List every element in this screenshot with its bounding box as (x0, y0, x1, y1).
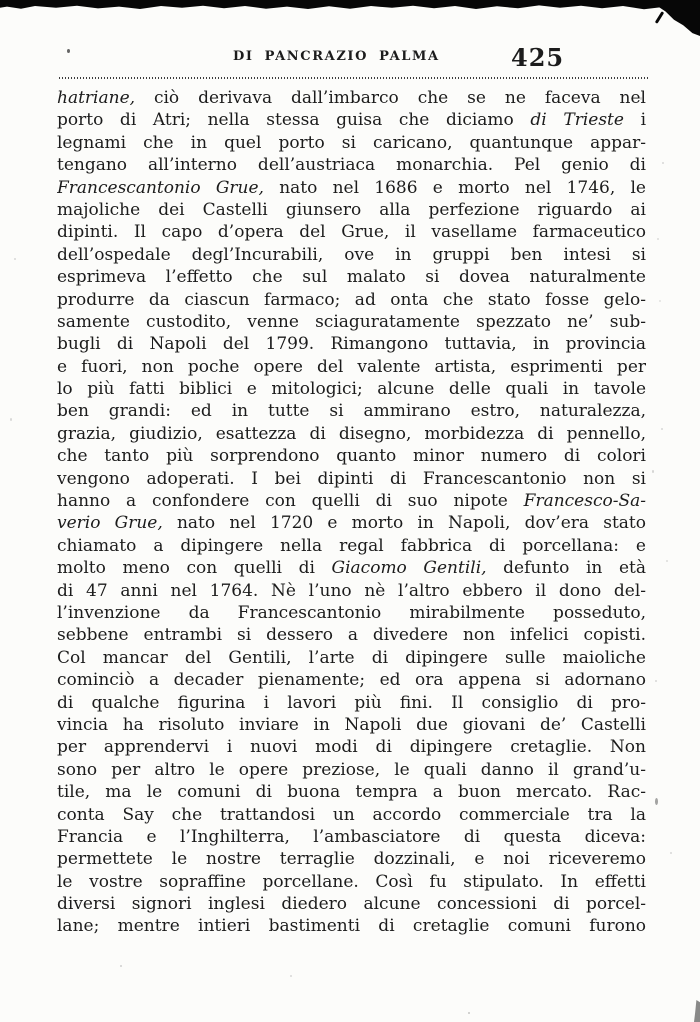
text-line (57, 311, 646, 333)
text-line (57, 199, 646, 221)
scan-speck (67, 49, 70, 53)
text-line (57, 266, 646, 288)
text-segment: diversi signori inglesi diedero alcune concessioni di porcel- (57, 894, 646, 915)
text-segment: sono per altro le opere preziose, le quali danno il grand’u- (57, 759, 646, 780)
text-line (57, 602, 646, 624)
text-segment: di 47 anni nel 1764. Nè l’uno nè l’altro ebbero il dono del- (57, 580, 646, 601)
text-line (57, 333, 646, 355)
text-segment: ben grandi: ed in tutte si ammirano estro, naturalezza, (57, 401, 646, 422)
text-line (57, 915, 646, 937)
text-line (57, 356, 646, 378)
text-line (57, 445, 646, 467)
text-segment: molto meno con quelli di (57, 558, 332, 579)
text-segment: grazia, giudizio, esattezza di disegno, morbidezza di pennello, (57, 423, 646, 444)
text-segment: i (623, 110, 646, 131)
text-segment: lane; mentre intieri bastimenti di cretaglie comuni furono (57, 916, 646, 937)
text-segment: per apprendervi i nuovi modi di dipingere cretaglie. Non (57, 737, 646, 758)
italic-text-segment: Giacomo Gentili, (331, 558, 487, 579)
text-segment: chiamato a dipingere nella regal fabbrica di porcellana: e (57, 535, 646, 556)
text-line (57, 468, 646, 490)
text-segment: che tanto più sorprendono quanto minor numero di colori (57, 446, 646, 467)
scan-speck (670, 852, 672, 854)
scan-edge-bottom-right-corner (694, 1000, 700, 1022)
text-line (57, 692, 646, 714)
text-segment: vincia ha risoluto inviare in Napoli due giovani de’ Castelli (57, 714, 646, 735)
italic-text-segment: verio Grue, (57, 513, 163, 534)
text-segment: sebbene entrambi si dessero a divedere non infelici copisti. (57, 625, 646, 646)
text-line (57, 714, 646, 736)
scan-speck (657, 238, 659, 240)
text-segment: produrre da ciascun farmaco; ad onta che stato fosse gelo- (57, 289, 646, 310)
scan-edge-top (0, 0, 700, 15)
text-segment: bugli di Napoli del 1799. Rimangono tuttavia, in provincia (57, 334, 646, 355)
text-segment: Col mancar del Gentili, l’arte di dipingere sulle maioliche (57, 647, 646, 668)
text-line (57, 781, 646, 803)
scan-speck (652, 470, 654, 473)
text-segment: majoliche dei Castelli giunsero alla perfezione riguardo ai (57, 199, 646, 220)
scan-speck (662, 162, 664, 164)
text-segment: hanno a confondere con quelli di suo nipote (57, 491, 524, 512)
text-line (57, 512, 646, 534)
header-dotted-rule (59, 77, 648, 79)
text-segment: vengono adoperati. I bei dipinti di Francescantonio non si (57, 468, 646, 489)
text-line (57, 647, 646, 669)
text-segment: di qualche figurina i lavori più fini. Il consiglio di pro- (57, 692, 646, 713)
scan-speck (661, 428, 663, 430)
text-segment: ciò derivava dall’imbarco che se ne faceva nel (135, 88, 646, 108)
text-line (57, 826, 646, 848)
text-line (57, 804, 646, 826)
italic-text-segment: di Trieste (530, 110, 624, 131)
text-line (57, 87, 646, 109)
text-segment: dell’ospedale degl’Incurabili, ove in gruppi ben intesi si (57, 244, 646, 265)
text-line (57, 490, 646, 512)
text-segment: esprimeva l’effetto che sul malato si dovea naturalmente (57, 267, 646, 288)
scan-speck (10, 418, 12, 421)
text-segment: le vostre sopraffine porcellane. Così fu stipulato. In effetti (57, 871, 646, 892)
italic-text-segment: Francescantonio Grue, (57, 177, 264, 198)
text-segment: defunto in età (486, 558, 646, 579)
text-segment: conta Say che trattandosi un accordo commerciale tra la (57, 804, 646, 825)
text-segment: l’invenzione da Francescantonio mirabilmente posseduto, (57, 602, 646, 623)
text-line (57, 289, 646, 311)
scan-speck (640, 97, 642, 100)
scan-speck (659, 300, 661, 302)
text-segment: Francia e l’Inghilterra, l’ambasciatore di questa diceva: (57, 826, 646, 847)
text-line (57, 109, 646, 131)
body-text (57, 87, 646, 938)
text-segment: legnami che in quel porto si caricano, quantunque appar- (57, 132, 646, 153)
page-number: 425 (511, 43, 565, 72)
scan-ink-mark (655, 11, 664, 24)
text-line (57, 378, 646, 400)
running-title: DI PANCRAZIO PALMA (233, 49, 440, 64)
scan-speck (290, 975, 292, 977)
text-line (57, 580, 646, 602)
text-line (57, 624, 646, 646)
text-line (57, 400, 646, 422)
text-segment: cominciò a decader pienamente; ed ora appena si adornano (57, 670, 646, 691)
text-line (57, 759, 646, 781)
scan-speck (120, 965, 122, 967)
scan-speck (655, 798, 658, 805)
text-segment: lo più fatti biblici e mitologici; alcune delle quali in tavole (57, 379, 646, 400)
text-line (57, 423, 646, 445)
text-segment: porto di Atri; nella stessa guisa che diciamo (57, 110, 531, 131)
scan-speck (538, 660, 540, 662)
text-segment: nato nel 1720 e morto in Napoli, dov’era stato (162, 513, 646, 534)
text-line (57, 221, 646, 243)
text-line (57, 736, 646, 758)
text-line (57, 557, 646, 579)
text-line (57, 177, 646, 199)
text-segment: samente custodito, venne sciaguratamente spezzato ne’ sub- (57, 311, 646, 332)
scan-speck (468, 1012, 470, 1014)
text-segment: tengano all’interno dell’austriaca monarchia. Pel genio di (57, 155, 646, 176)
text-line (57, 871, 646, 893)
text-line (57, 848, 646, 870)
text-line (57, 535, 646, 557)
text-segment: dipinti. Il capo d’opera del Grue, il vasellame farmaceutico (57, 222, 646, 243)
scan-speck (14, 258, 16, 260)
text-segment: tile, ma le comuni di buona tempra a buon mercato. Rac- (57, 782, 646, 803)
text-segment: e fuori, non poche opere del valente artista, esprimenti per (57, 356, 646, 377)
text-line (57, 132, 646, 154)
scan-edge-top-right-corner (658, 0, 700, 36)
text-line (57, 893, 646, 915)
text-line (57, 244, 646, 266)
italic-text-segment: hatriane, (57, 88, 136, 108)
text-segment: nato nel 1686 e morto nel 1746, le (263, 177, 646, 198)
scan-speck (612, 613, 614, 615)
text-line (57, 669, 646, 691)
text-segment: permettete le nostre terraglie dozzinali, e noi riceveremo (57, 849, 646, 870)
scan-speck (655, 680, 657, 682)
scan-speck (666, 560, 668, 562)
text-line (57, 154, 646, 176)
italic-text-segment: Francesco-Sa- (523, 491, 646, 512)
